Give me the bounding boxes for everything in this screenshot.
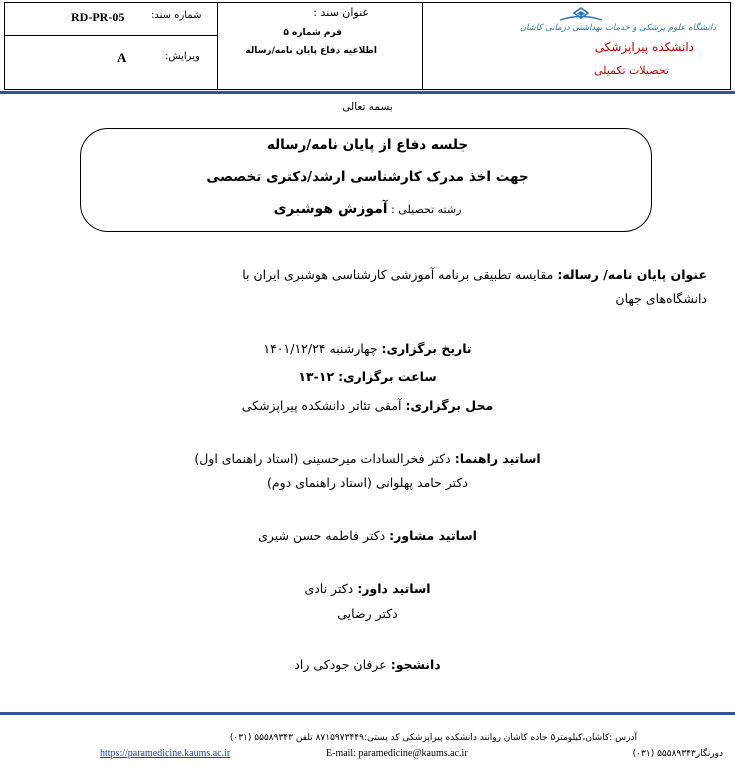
thesis-title-line1: مقایسه تطبیقی برنامه آموزشی کارشناسی هوشبری ایران با — [242, 267, 554, 282]
field-label: رشته تحصیلی : — [391, 203, 462, 216]
consultants-label: اساتید مشاور: — [389, 528, 477, 543]
student-name: عرفان جودکی راد — [294, 657, 387, 672]
logo-cell — [423, 3, 731, 90]
date-row — [0, 341, 735, 356]
consultants-row — [0, 528, 735, 543]
footer-website-link[interactable]: https://paramedicine.kaums.ac.ir — [100, 748, 231, 759]
box-title-line1: جلسه دفاع از پایان نامه/رساله — [266, 137, 469, 153]
thesis-label: عنوان پایان نامه/ رساله: — [557, 267, 707, 282]
time-row — [0, 369, 735, 384]
time-label: ساعت برگزاری: — [338, 369, 437, 384]
place-value: آمفی تئاتر دانشکده پیراپزشکی — [241, 398, 402, 413]
footer-rule — [0, 712, 735, 715]
referee-1: دکتر نادی — [304, 581, 354, 596]
date-label: تاریخ برگزاری: — [381, 341, 472, 356]
university-name: دانشگاه علوم پزشکی و خدمات بهداشتی درمانی کاشان — [519, 23, 716, 33]
doc-title-label: عنوان سند : — [313, 6, 369, 19]
doc-title-cell — [218, 3, 423, 90]
thesis-title-line2: دانشگاه‌های جهان — [615, 291, 707, 306]
place-label: محل برگزاری: — [405, 398, 494, 413]
thesis-title-row — [242, 267, 707, 282]
cell-divider — [5, 35, 217, 36]
referee-2: دکتر رضایی — [337, 606, 398, 621]
faculty-name: دانشکده پیراپزشکی — [594, 40, 694, 54]
field-row — [0, 201, 735, 217]
student-row — [0, 657, 735, 672]
box-title-line2: جهت اخذ مدرک کارشناسی ارشد/دکتری تخصصی — [206, 169, 529, 185]
doc-number-value: RD-PR-05 — [71, 10, 125, 24]
header-table — [4, 2, 731, 90]
advisor-1: دکتر فخرالسادات میرحسینی (استاد راهنمای اول) — [194, 451, 451, 466]
advisor-2: دکتر حامد پهلوانی (استاد راهنمای دوم) — [267, 475, 468, 490]
referees-row — [0, 581, 735, 596]
field-value: آموزش هوشبری — [273, 201, 388, 217]
referees-label: اساتید داور: — [357, 581, 431, 596]
doc-number-cell — [5, 3, 218, 90]
advisors-label: اساتید راهنما: — [454, 451, 541, 466]
department-name: تحصیلات تکمیلی — [593, 64, 669, 77]
revision-label: ویرایش: — [165, 51, 200, 62]
date-value: چهارشنبه ۱۴۰۱/۱۲/۲۴ — [263, 341, 378, 356]
header-rule — [0, 91, 735, 94]
student-label: دانشجو: — [390, 657, 441, 672]
footer-address: آدرس :کاشان،کیلومتر۵ جاده کاشان روانند دانشکده پیراپزشکی کد پستی:۸۷۱۵۹۷۳۴۴۹ تلفن ۵۵۵۸۹۳۴۳ (۰۳۱) — [229, 733, 637, 743]
revision-value: A — [117, 50, 127, 65]
doc-title: اطلاعیه دفاع پایان نامه/رساله — [245, 46, 377, 56]
doc-number-label: شماره سند: — [151, 10, 202, 21]
advisors-row — [0, 451, 735, 466]
footer-email[interactable]: E-mail: paramedicine@kaums.ac.ir — [326, 748, 468, 759]
place-row — [0, 398, 735, 413]
basmala: بسمه تعالی — [342, 101, 393, 113]
university-logo-icon — [558, 7, 604, 23]
consultant-1: دکتر فاطمه حسن شیری — [258, 528, 386, 543]
form-number: فرم شماره ۵ — [283, 28, 342, 38]
time-value: ۱۲-۱۳ — [298, 369, 335, 384]
footer-fax: دورنگار۵۵۵۸۹۳۴۳ (۰۳۱) — [632, 749, 723, 759]
